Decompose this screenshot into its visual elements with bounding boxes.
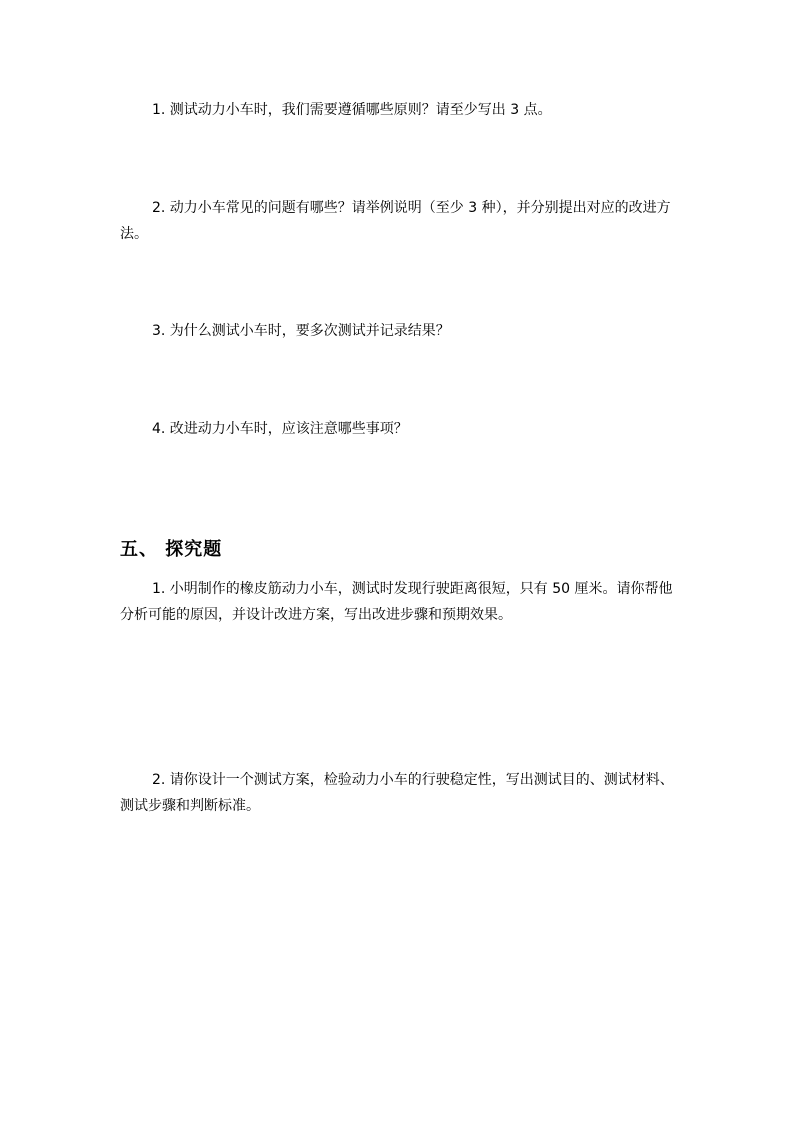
question-3: 3. 为什么测试小车时，要多次测试并记录结果？ <box>152 323 450 339</box>
inquiry-question-2: 2. 请你设计一个测试方案，检验动力小车的行驶稳定性，写出测试目的、测试材料、测试步骤和判断标准。 <box>120 772 674 814</box>
question-2: 2. 动力小车常见的问题有哪些？请举例说明（至少 3 种），并分别提出对应的改进方法。 <box>120 200 671 242</box>
question-4: 4. 改进动力小车时，应该注意哪些事项？ <box>152 421 408 437</box>
question-1: 1. 测试动力小车时，我们需要遵循哪些原则？请至少写出 3 点。 <box>152 102 552 118</box>
section-five-heading: 五、 探究题 <box>120 539 223 560</box>
inquiry-question-1: 1. 小明制作的橡皮筋动力小车，测试时发现行驶距离很短，只有 50 厘米。请你帮他分析可能的原因，并设计改进方案，写出改进步骤和预期效果。 <box>120 581 673 623</box>
